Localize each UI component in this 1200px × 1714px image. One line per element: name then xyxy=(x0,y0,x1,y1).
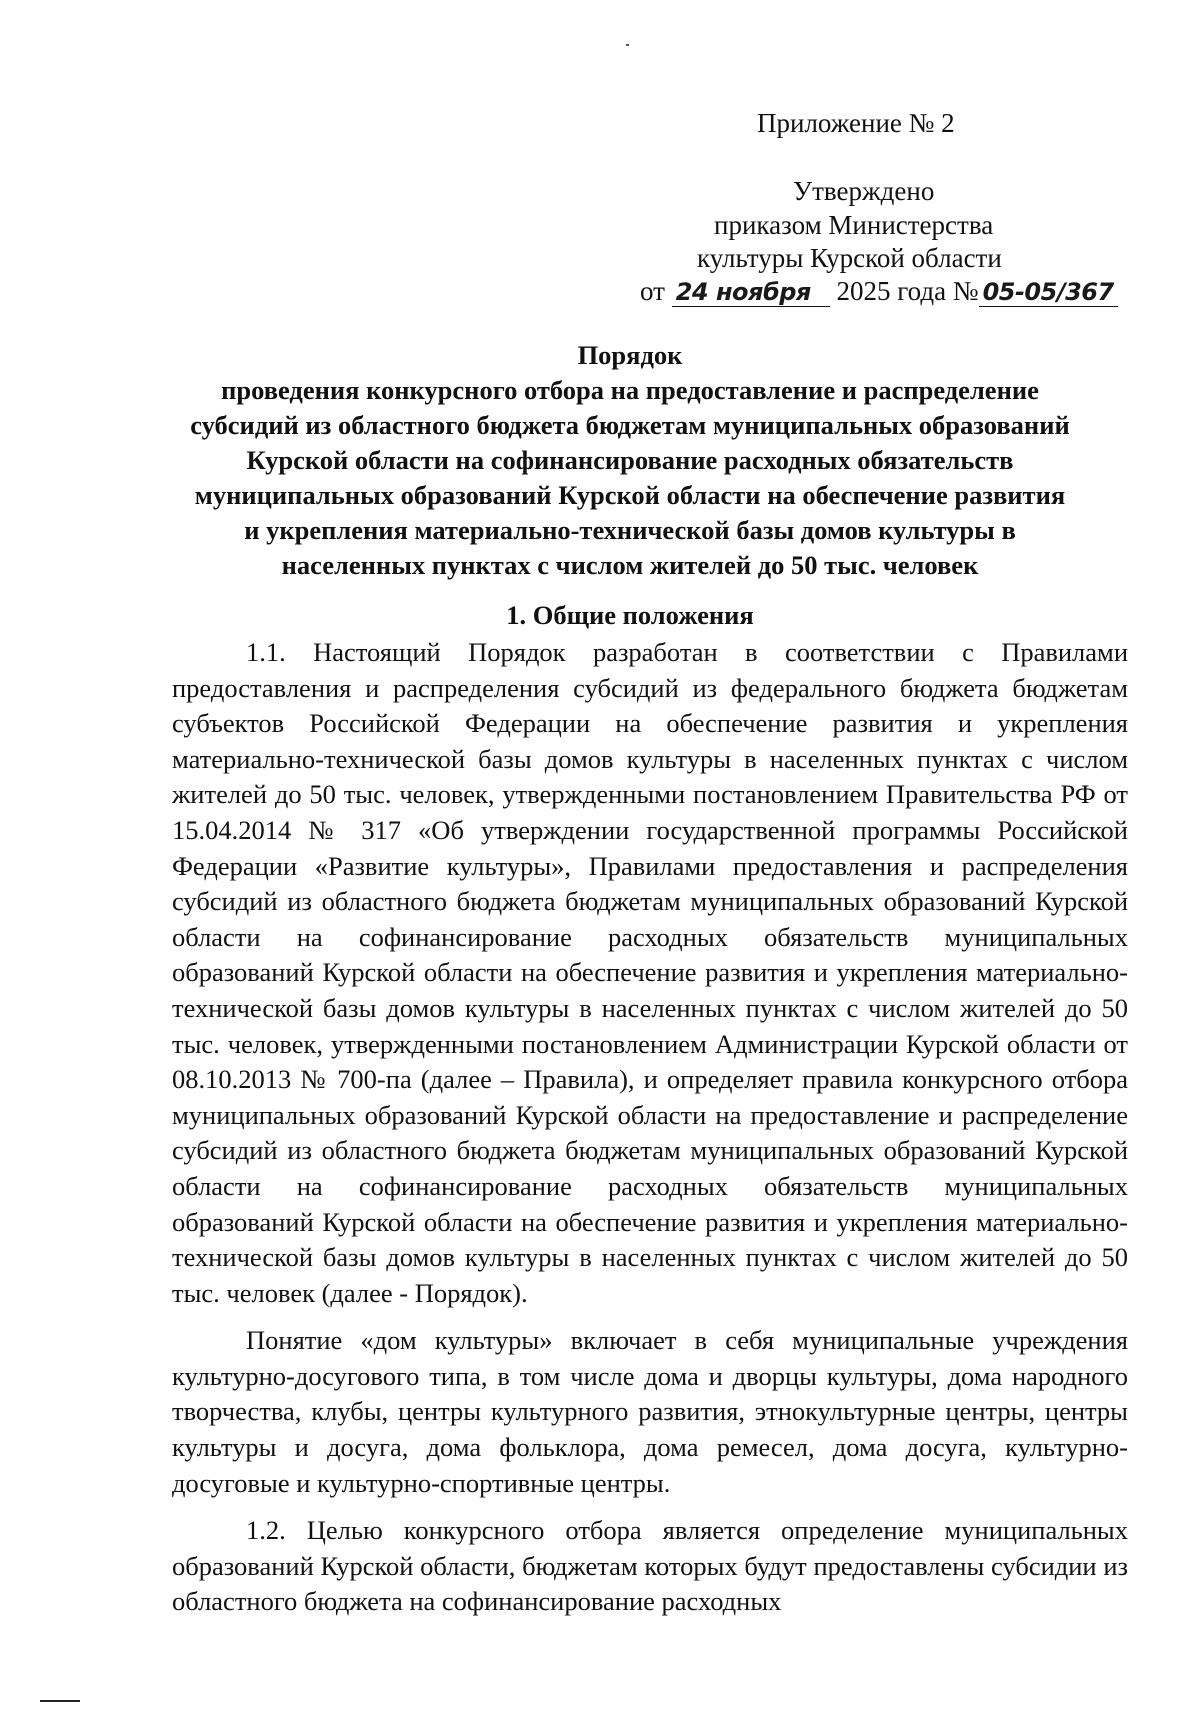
title-line: населенных пунктах с числом жителей до 50 тыс. человек xyxy=(281,550,979,580)
document-title xyxy=(170,338,1090,583)
section-body xyxy=(172,635,1128,1620)
paragraph-1-2: 1.2. Целью конкурсного отбора является определение муниципальных образований Курской области, бюджетам которых будут предоставлены субсидии из областного бюджета на софинансирование расходных xyxy=(172,1515,1128,1617)
appendix-label: Приложение № 2 xyxy=(757,108,955,138)
ministry-label: культуры Курской области xyxy=(697,243,1002,273)
title-line: субсидий из областного бюджета бюджетам муниципальных образований xyxy=(190,410,1070,440)
date-prefix: от xyxy=(640,276,665,306)
title-line: и укрепления материально-технической базы домов культуры в xyxy=(244,515,1016,545)
order-date-line xyxy=(640,276,1118,307)
footer-rule xyxy=(40,1700,80,1702)
scan-speck xyxy=(626,44,629,46)
handwritten-date: 24 ноября xyxy=(672,278,830,307)
title-line: Курской области на софинансирование расходных обязательств xyxy=(246,445,1014,475)
by-order-label: приказом Министерства xyxy=(714,210,994,240)
year-text: 2025 года № xyxy=(836,276,979,306)
paragraph-house-of-culture: Понятие «дом культуры» включает в себя муниципальные учреждения культурно-досугового типа, в том числе дома и дворцы культуры, дома народного творчества, клубы, центры культурного развития, этнокультурные центры, центры культуры и досуга, дома фольклора, дома ремесел, дома досуга, культурно-досуговые и культурно-спортивные центры. xyxy=(172,1325,1128,1498)
paragraph-1-1: 1.1. Настоящий Порядок разработан в соответствии с Правилами предоставления и распределения субсидий из федерального бюджета бюджетам субъектов Российской Федерации на обеспечение развития и укрепления материально-технической базы домов культуры в населенных пунктах с числом жителей до 50 тыс. человек, утвержденными постановлением Правительства РФ от 15.04.2014 № 317 «Об утверждении государственной программы Российской Федерации «Развитие культуры», Правилами предоставления и распределения субсидий из областного бюджета бюджетам муниципальных образований Курской области на софинансирование расходных обязательств муниципальных образований Курской области на обеспечение развития и укрепления материально-технической базы домов культуры в населенных пунктах с числом жителей до 50 тыс. человек, утвержденными постановлением Администрации Курской области от 08.10.2013 № 700-па (далее – Правила), и определяет правила конкурсного отбора муниципальных образований Курской области на предоставление и распределение субсидий из областного бюджета бюджетам муниципальных образований Курской области на софинансирование расходных обязательств муниципальных образований Курской области на обеспечение развития и укрепления материально-технической базы домов культуры в населенных пунктах с числом жителей до 50 тыс. человек (далее - Порядок). xyxy=(172,637,1128,1308)
approved-label: Утверждено xyxy=(793,176,935,206)
title-line: проведения конкурсного отбора на предоставление и распределение xyxy=(221,375,1039,405)
handwritten-order-number: 05-05/367 xyxy=(979,278,1118,307)
section-heading: 1. Общие положения xyxy=(506,600,754,630)
title-main: Порядок xyxy=(577,340,683,370)
title-line: муниципальных образований Курской области на обеспечение развития xyxy=(194,480,1066,510)
